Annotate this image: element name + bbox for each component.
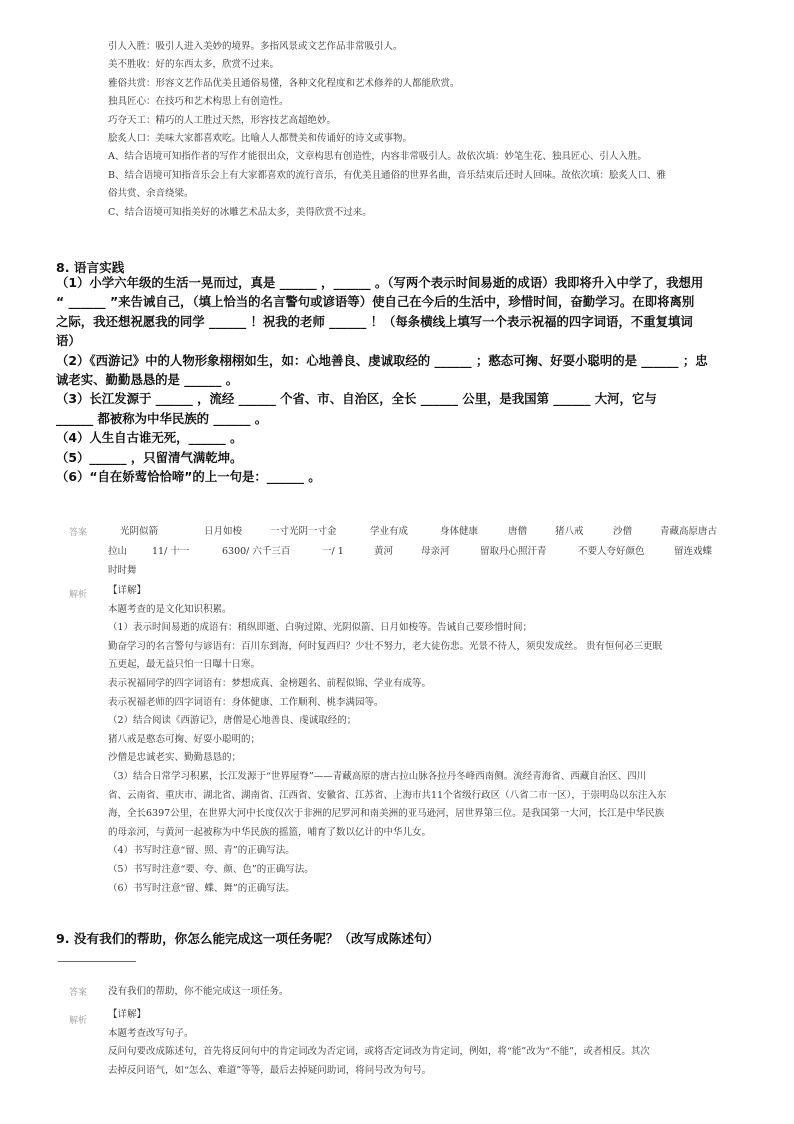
- question-line: 诚老实、勤勤恳恳的是 ______ 。: [56, 372, 239, 388]
- text-line: 俗共赏、余音绕梁。: [108, 188, 194, 200]
- text-line: （4）书写时注意“留、照、青”的正确写法。: [108, 845, 295, 857]
- question-line: （4）人生自古谁无死，______ 。: [56, 430, 243, 446]
- text-line: （2）结合阅读《西游记》，唐僧是心地善良、虔诚取经的；: [108, 715, 357, 727]
- text-line: C、结合语境可知指美好的冰雕艺术品太多，美得欣赏不过来。: [108, 206, 372, 218]
- answer-item: 不要人夸好颜色: [578, 546, 645, 557]
- previous-question-explanation: [108, 38, 748, 222]
- text-line: 表示祝福老师的四字词语有：身体健康、工作顺利、桃李满园等。: [108, 696, 384, 708]
- text-line: 引人入胜：吸引人进入美妙的境界。多指风景或文艺作品非常吸引人。: [108, 41, 403, 52]
- text-line: （6）书写时注意“留、蝶、舞”的正确写法。: [108, 882, 295, 894]
- answer-item: 一/ 1: [322, 546, 344, 557]
- text-line: 巧夺天工：精巧的人工胜过天然，形容技艺高超绝妙。: [108, 114, 337, 126]
- answer-item: 青藏高原唐古: [660, 526, 718, 537]
- text-line: 【详解】: [108, 1009, 147, 1020]
- text-line: 雅俗共赏：形容文艺作品优美且通俗易懂，各种文化程度和艺术修养的人都能欣赏。: [108, 77, 460, 89]
- question-9-explanation: [108, 1006, 748, 1080]
- text-line: 本题考查改写句子。: [108, 1027, 194, 1039]
- question-line: 语）: [56, 333, 81, 349]
- text-line: A、结合语境可知指作者的写作才能很出众，文章构思有创造性，内容非常吸引人。故依次填：妙笔生花、独具匠心、引人入胜。: [108, 151, 647, 163]
- text-line: 沙僧是忠诚老实、勤勤恳恳的；: [108, 752, 242, 764]
- answer-item: 日月如梭: [204, 526, 243, 537]
- question-line: （5）______ ，只留清气满乾坤。: [56, 449, 243, 465]
- answer-item: 猪八戒: [555, 526, 584, 537]
- text-line: （3）结合日常学习积累，长江发源于“世界屋脊”——青藏高原的唐古拉山脉各拉丹冬峰西南侧。流经青海省、西藏自治区、四川: [108, 770, 647, 782]
- answer-item: 黄河: [374, 546, 394, 557]
- answer-item: 唐僧: [508, 526, 528, 537]
- question-line: ______ 都被称为中华民族的 ______ 。: [56, 410, 268, 426]
- question-line: （2）《西游记》中的人物形象栩栩如生，如：心地善良、虔诚取经的 ______ ；憨态可掬、好耍小聪明的是 ______ ；忠: [56, 352, 708, 368]
- text-line: 美不胜收：好的东西太多，欣赏不过来。: [108, 59, 280, 71]
- answer-item: 一寸光阴一寸金: [270, 526, 337, 537]
- text-line: 本题考查的是文化知识积累。: [108, 603, 232, 615]
- answer-item: 光阴似箭: [120, 526, 159, 537]
- answer-item: 学业有成: [370, 526, 409, 537]
- question-9-title: 9. 没有我们的帮助，你怎么能完成这一项任务呢？（改写成陈述句）: [56, 931, 440, 946]
- answer-item: 留连戏蝶: [674, 546, 713, 557]
- text-line: B、结合语境可知指音乐会上有大家都喜欢的流行音乐，有优美且通俗的世界名曲，音乐结束后还时人回味。故依次填：脍炙人口、雅: [108, 169, 666, 181]
- text-line: 猪八戒是憨态可掬、好耍小聪明的；: [108, 733, 261, 745]
- question-line: （3）长江发源于 ______ ，流经 ______ 个省、市、自治区，全长 ______ 公里，是我国第 ______ 大河，它与: [56, 391, 657, 407]
- answer-label: 答案: [69, 988, 88, 998]
- text-line: （1）表示时间易逝的成语有：稍纵即逝、白驹过隙、光阴似箭、日月如梭等。告诫自己要珍惜时间；: [108, 622, 533, 634]
- text-line: 独具匠心：在技巧和艺术构思上有创造性。: [108, 96, 289, 108]
- answer-item: 沙僧: [613, 526, 633, 537]
- text-line: 反问句要改成陈述句，首先将反问句中的肯定词改为否定词，或将否定词改为肯定词，例如，将“能”改为“不能”，或者相反。其次: [108, 1046, 650, 1058]
- text-line: 五更起，最无益只怕一日曝十日寒。: [108, 659, 261, 671]
- answer-item: 身体健康: [440, 526, 479, 537]
- text-line: 去掉反问语气，如“怎么、难道”等等，最后去掉疑问助词，将问号改为句号。: [108, 1064, 432, 1076]
- text-line: 海，全长6397公里，在世界大河中长度仅次于非洲的尼罗河和南美洲的亚马逊河，居世界第三位。是我国第一大河，长江是中华民族: [108, 808, 665, 820]
- text-line: 表示祝福同学的四字词语有：梦想成真、金榜题名、前程似锦、学业有成等。: [108, 677, 432, 689]
- text-line: 省、云南省、重庆市、湖北省、湖南省、江西省、安徽省、江苏省、上海市共11个省级行政区（八省二市一区），于崇明岛以东注入东: [108, 789, 667, 801]
- text-line: （5）书写时注意“要、夸、颜、色”的正确写法。: [108, 863, 314, 875]
- answer-item: 母亲河: [421, 546, 450, 557]
- answer-label: 答案: [69, 528, 88, 538]
- answer-item: 拉山: [108, 546, 128, 557]
- answer-text: 没有我们的帮助，你不能完成这一项任务。: [108, 986, 289, 997]
- answer-item: 留取丹心照汗青: [480, 546, 547, 557]
- text-line: 的母亲河，与黄河一起被称为中华民族的摇篮，哺育了数以亿计的中华儿女。: [108, 826, 432, 838]
- answer-blank-line: [58, 961, 136, 962]
- text-line: 脍炙人口：美味大家都喜欢吃。比喻人人都赞美和传诵好的诗文或事物。: [108, 133, 413, 145]
- explanation-label: 解析: [69, 1016, 88, 1026]
- question-8-body: [56, 273, 746, 486]
- text-line: 【详解】: [108, 585, 147, 596]
- answer-item: 6300/ 六千三百: [222, 546, 291, 557]
- explanation-label: 解析: [69, 590, 88, 600]
- question-line: （6）“自在娇莺恰恰啼”的上一句是：______ 。: [56, 469, 321, 485]
- question-8-explanation: [108, 582, 748, 898]
- question-line: “ ______ ”来告诫自己，（填上恰当的名言警句或谚语等）使自己在今后的生活中，珍惜时间，奋勤学习。在即将离别: [56, 294, 695, 310]
- answer-item: 11/ 十一: [152, 546, 190, 557]
- question-8-title: 8. 语言实践: [56, 260, 125, 275]
- answer-item: 时时舞: [108, 565, 137, 576]
- text-line: 勤奋学习的名言警句与谚语有：百川东到海，何时复西归？少壮不努力，老大徒伤悲。光景不待人，须臾发成丝。 贵有恒何必三更眠: [108, 640, 663, 652]
- question-line: 之际，我还想祝愿我的同学 ______ ！祝我的老师 ______ ！（每条横线上填写一个表示祝福的四字词语，不重复填词: [56, 313, 693, 329]
- question-line: （1）小学六年级的生活一晃而过，真是 ______ ，______ 。（写两个表示时间易逝的成语）我即将升入中学了，我想用: [56, 275, 704, 290]
